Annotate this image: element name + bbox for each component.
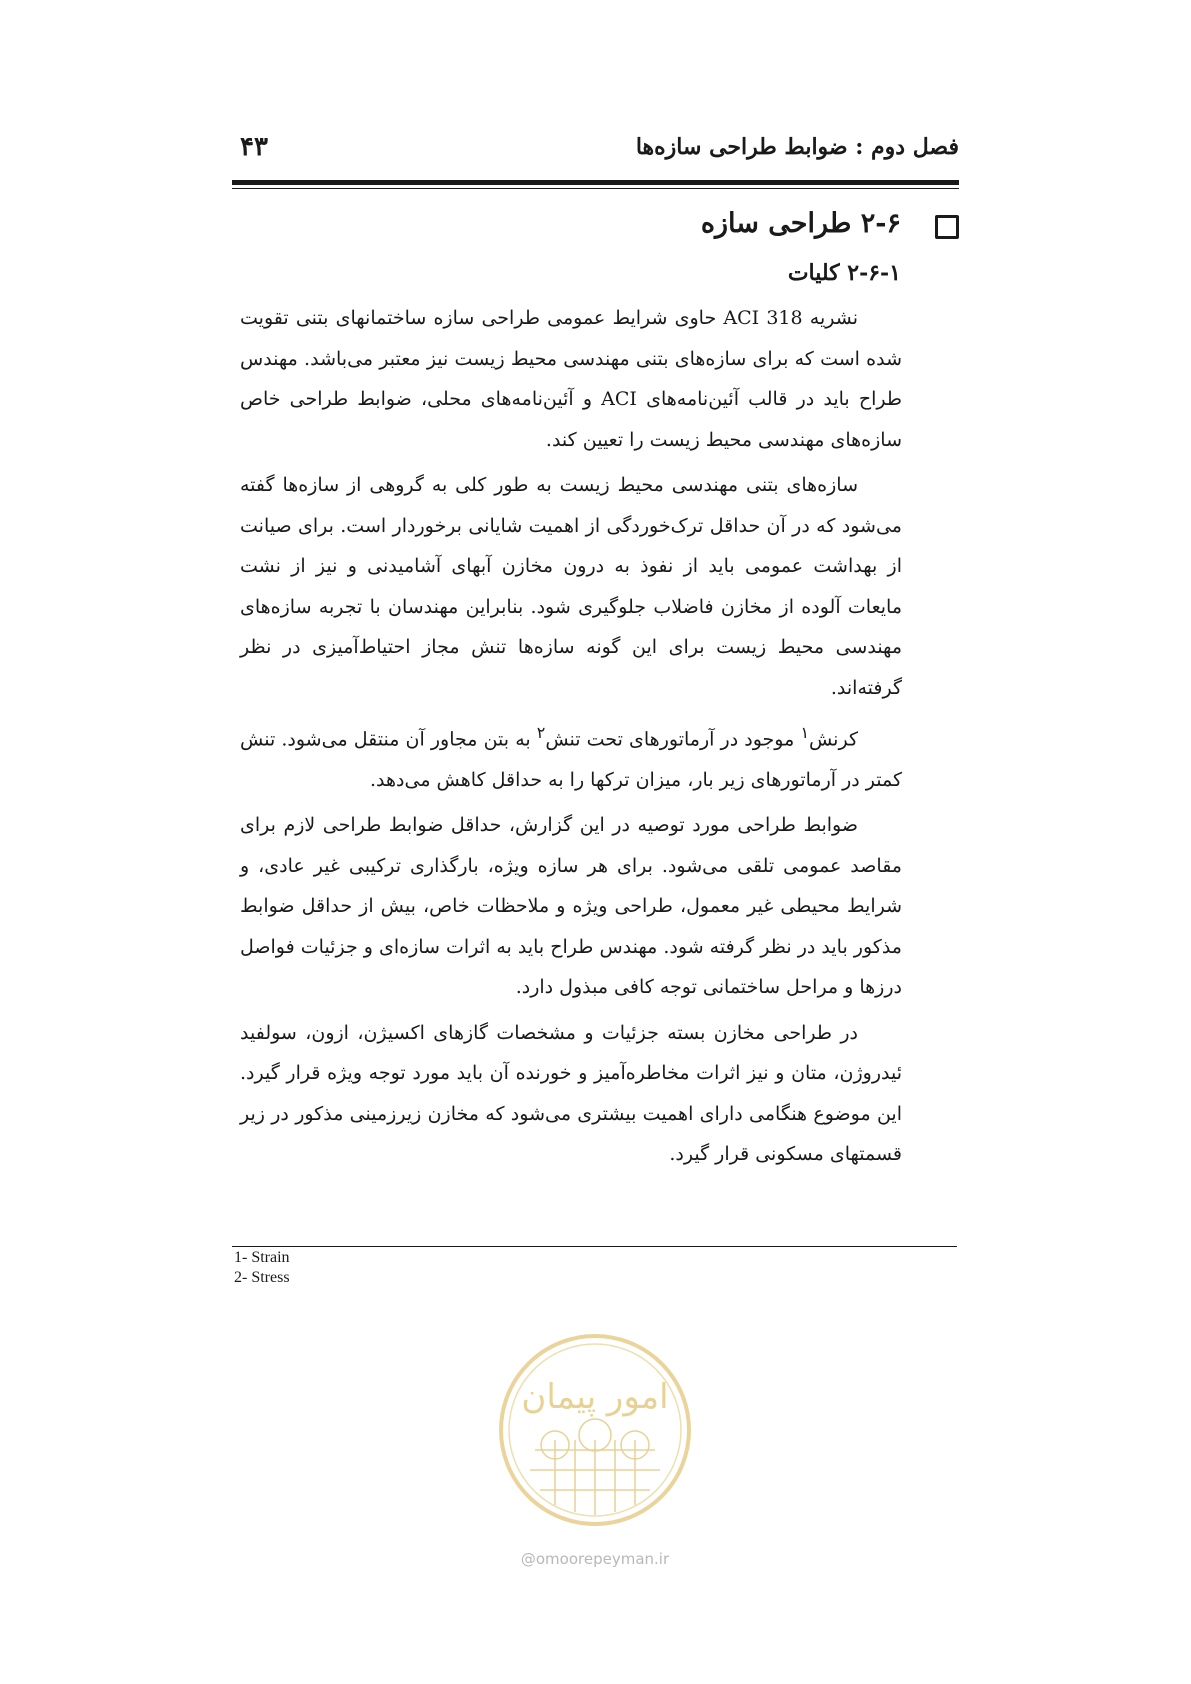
watermark-logo-text: امور پیمان [521, 1377, 669, 1417]
section-title: ۲-۶ طراحی سازه [700, 208, 901, 239]
body-text [240, 298, 902, 1175]
paragraph-5: در طراحی مخازن بسته جزئیات و مشخصات گازهای اکسیژن، ازون، سولفید ئیدروژن، متان و نیز اثرات مخاطره‌آمیز و خورنده آن باید مورد توجه ویژه قرار گیرد. این موضوع هنگامی دارای اهمیت بیشتری می‌شود که مخازن زیرزمینی مذکور در زیر قسمتهای مسکونی قرار گیرد. [240, 1021, 902, 1166]
paragraph-2: سازه‌های بتنی مهندسی محیط زیست به طور کلی به گروهی از سازه‌ها گفته می‌شود که در آن حداقل ترک‌خوردگی از اهمیت شایانی برخوردار است. برای صیانت از بهداشت عمومی باید از نفوذ به درون مخازن آبهای آشامیدنی و نیز از نشت مایعات آلوده از مخازن فاضلاب جلوگیری شود. بنابراین مهندسان با تجربه سازه‌های مهندسی محیط زیست برای این گونه سازه‌ها تنش مجاز احتیاط‌آمیزی در نظر گرفته‌اند. [240, 474, 902, 699]
watermark-site: @omoorepeyman.ir [520, 1550, 670, 1568]
header-rule-thick [232, 180, 959, 185]
footnote-1: 1- Strain [234, 1249, 290, 1266]
chapter-title: فصل دوم : ضوابط طراحی سازه‌ها [635, 134, 959, 160]
watermark-logo-icon [495, 1330, 695, 1530]
footnote-ref-2: ۲ [536, 723, 546, 742]
section-square-icon [935, 215, 959, 239]
paragraph-3-middle: موجود در آرماتورهای تحت تنش [545, 728, 801, 751]
footnote-ref-1: ۱ [800, 723, 809, 742]
paragraph-1: نشریه ACI 318 حاوی شرایط عمومی طراحی سازه ساختمانهای بتنی تقویت شده است که برای سازه‌های بتنی مهندسی محیط زیست نیز معتبر می‌باشد. مهندس طراح باید در قالب آئین‌نامه‌های ACI و آئین‌نامه‌های محلی، ضوابط طراحی خاص سازه‌های مهندسی محیط زیست را تعیین کند. [240, 307, 902, 451]
paragraph-4: ضوابط طراحی مورد توصیه در این گزارش، حداقل ضوابط طراحی لازم برای مقاصد عمومی تلقی می‌شود. برای هر سازه ویژه، بارگذاری ترکیبی غیر عادی، و شرایط محیطی غیر معمول، طراحی ویژه و ملاحظات خاص، بیش از حداقل ضوابط مذکور باید در نظر گرفته شود. مهندس طراح باید به اثرات سازه‌ای و جزئیات فواصل درزها و مراحل ساختمانی توجه کافی مبذول دارد. [240, 814, 902, 999]
subsection-title: ۲-۶-۱ کلیات [787, 260, 901, 286]
paragraph-3-end: به بتن مجاور آن منتقل می‌شود. تنش کمتر در آرماتورهای زیر بار، میزان ترکها را به حداقل کاهش می‌دهد. [240, 728, 902, 791]
paragraph-3 [240, 713, 902, 800]
header-rule-thin [232, 188, 959, 189]
footnote-rule [232, 1246, 957, 1247]
page-number: ۴۳ [240, 132, 268, 162]
footnote-2: 2- Stress [234, 1269, 290, 1286]
term-strain: کرنش [808, 728, 858, 751]
